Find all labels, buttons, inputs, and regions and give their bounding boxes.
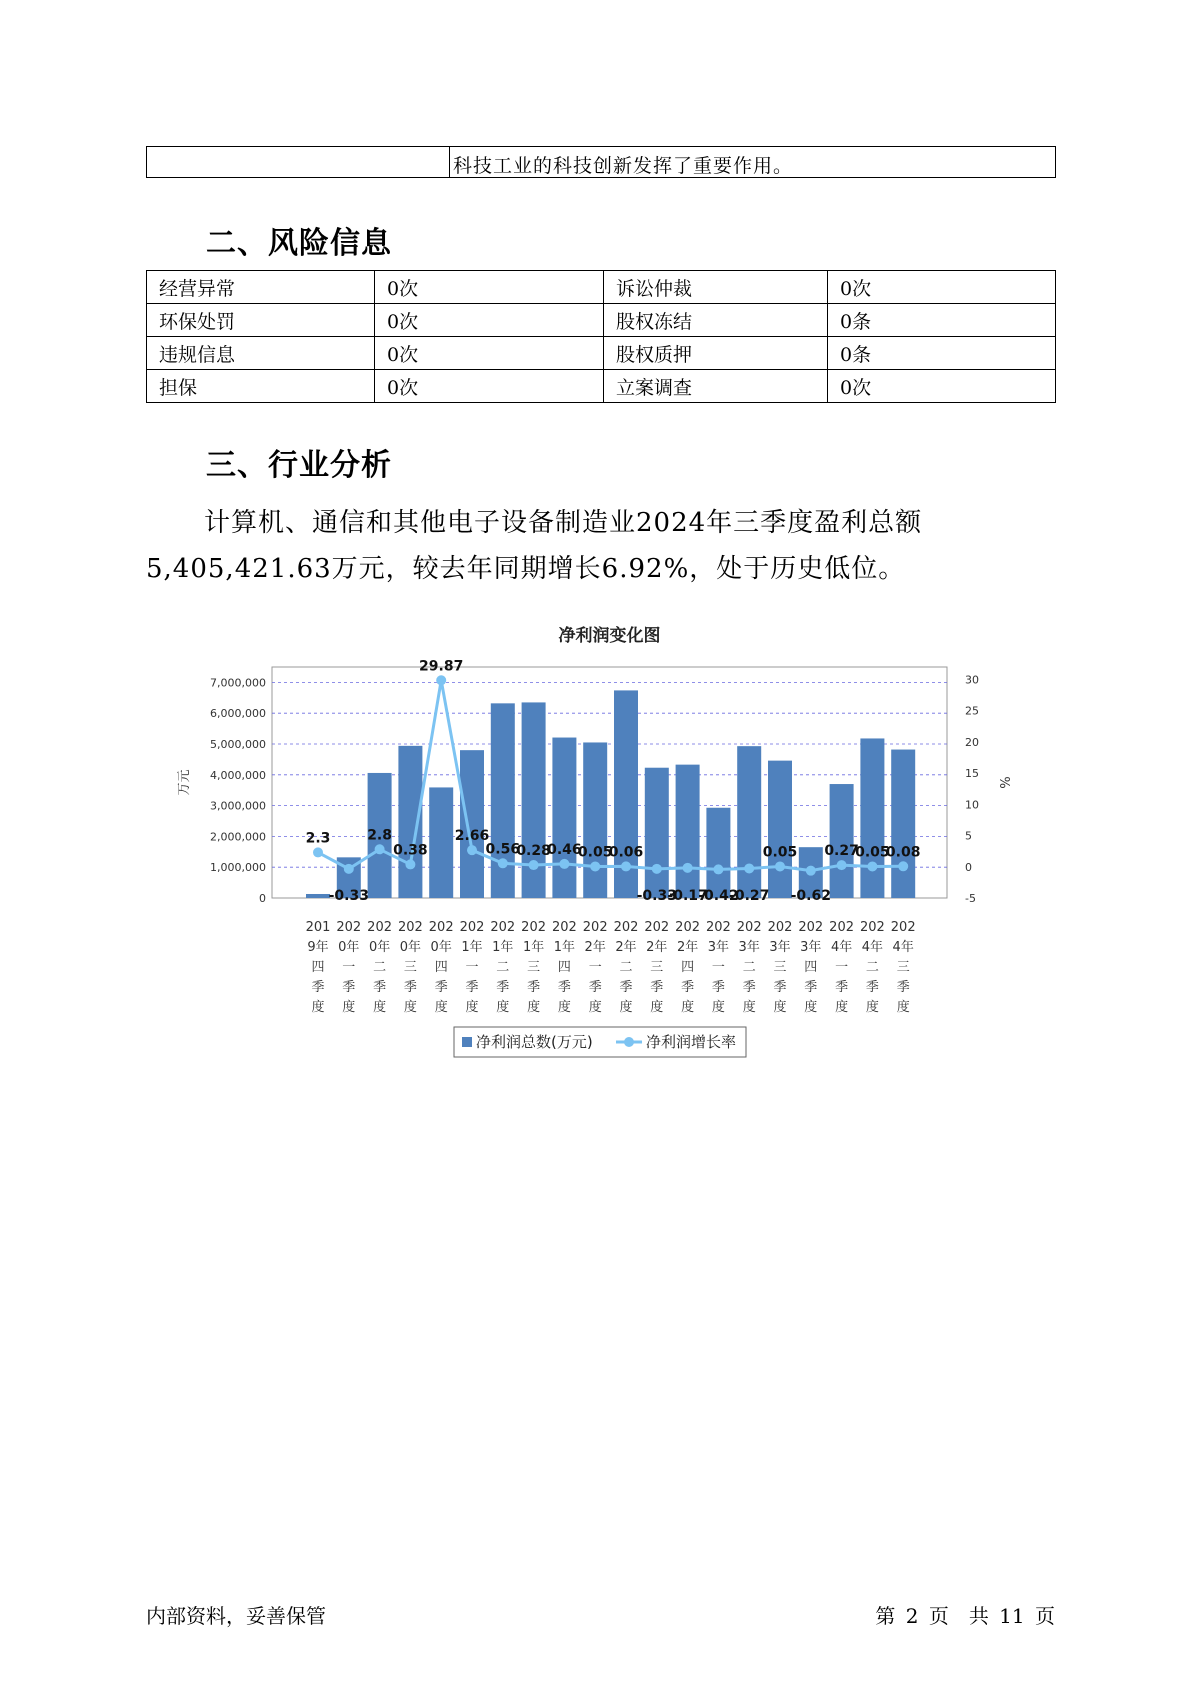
y-left-tick-label: 6,000,000 xyxy=(210,707,266,721)
growth-rate-label: 0.46 xyxy=(547,841,582,858)
y-right-tick-label: 20 xyxy=(965,735,979,749)
growth-rate-point xyxy=(467,845,477,855)
legend-bar-label: 净利润总数(万元) xyxy=(476,1033,593,1051)
growth-rate-point xyxy=(375,844,385,854)
bar xyxy=(429,787,453,898)
risk-item-value: 0次 xyxy=(375,370,604,403)
growth-rate-label: -0.62 xyxy=(790,888,831,904)
x-tick-label: 202 0年一季度 xyxy=(336,920,362,1015)
y-right-axis-label: % xyxy=(996,776,1011,789)
bar xyxy=(737,746,761,898)
growth-rate-label: 0.38 xyxy=(393,842,428,859)
y-right-tick-label: 15 xyxy=(965,767,979,781)
y-left-tick-label: 7,000,000 xyxy=(210,676,266,690)
y-left-tick-label: 3,000,000 xyxy=(210,799,266,813)
bar xyxy=(768,761,792,898)
risk-item-label: 股权质押 xyxy=(604,337,828,370)
bar xyxy=(676,765,700,898)
growth-rate-label: 0.05 xyxy=(762,844,798,861)
growth-rate-point xyxy=(313,847,323,857)
table-row xyxy=(147,271,1056,304)
x-tick-label: 202 3年三季度 xyxy=(767,920,793,1015)
y-left-axis-label: 万元 xyxy=(177,769,192,796)
risk-item-label: 违规信息 xyxy=(147,337,375,370)
growth-rate-point xyxy=(559,859,569,869)
risk-info-table xyxy=(146,270,1056,403)
x-tick-label: 202 2年二季度 xyxy=(613,920,639,1015)
risk-item-label: 诉讼仲裁 xyxy=(604,271,828,304)
x-tick-label: 202 2年一季度 xyxy=(582,920,608,1015)
table-cell-empty xyxy=(147,147,450,177)
industry-paragraph xyxy=(146,500,1061,592)
bar xyxy=(460,750,484,898)
growth-rate-label: 0.27 xyxy=(824,843,859,860)
growth-rate-label: 0.28 xyxy=(516,843,551,860)
y-right-tick-label: 5 xyxy=(965,829,972,843)
y-right-tick-label: 10 xyxy=(965,798,979,812)
growth-rate-point xyxy=(744,863,754,873)
risk-item-label: 环保处罚 xyxy=(147,304,375,337)
growth-rate-label: 0.08 xyxy=(885,844,921,861)
growth-rate-label: 0.06 xyxy=(608,844,644,861)
growth-rate-point xyxy=(713,864,723,874)
growth-rate-label: 2.8 xyxy=(367,827,393,844)
x-tick-label: 202 2年三季度 xyxy=(644,920,670,1015)
growth-rate-label: -0.42 xyxy=(698,888,739,904)
risk-item-value: 0条 xyxy=(828,337,1056,370)
growth-rate-label: 0.56 xyxy=(485,841,521,858)
footer-confidential-note: 内部资料，妥善保管 xyxy=(146,1604,326,1628)
section-title-industry: 三、行业分析 xyxy=(206,448,392,483)
growth-rate-label: 2.3 xyxy=(305,830,331,847)
growth-rate-label: 0.05 xyxy=(577,844,613,861)
bar xyxy=(860,738,884,898)
growth-rate-label: -0.27 xyxy=(729,888,770,904)
x-tick-label: 202 0年三季度 xyxy=(397,920,423,1015)
growth-rate-point xyxy=(590,861,600,871)
y-left-tick-label: 5,000,000 xyxy=(210,738,266,751)
bar xyxy=(583,742,607,898)
y-right-tick-label: 30 xyxy=(965,673,979,687)
x-tick-label: 202 4年一季度 xyxy=(829,920,855,1015)
risk-item-label: 担保 xyxy=(147,370,375,403)
y-left-tick-label: 1,000,000 xyxy=(210,861,266,875)
legend-line-label: 净利润增长率 xyxy=(646,1033,737,1051)
bar xyxy=(830,784,854,898)
x-tick-label: 202 3年四季度 xyxy=(798,920,824,1015)
risk-item-value: 0次 xyxy=(375,271,604,304)
risk-item-value: 0次 xyxy=(375,304,604,337)
bar xyxy=(891,750,915,898)
table-cell-text: 科技工业的科技创新发挥了重要作用。 xyxy=(453,155,794,177)
x-tick-label: 202 0年二季度 xyxy=(367,920,393,1015)
section-title-risk: 二、风险信息 xyxy=(206,226,392,261)
growth-rate-point xyxy=(652,864,662,874)
paragraph-line-1: 计算机、通信和其他电子设备制造业2024年三季度盈利总额 xyxy=(204,508,923,538)
growth-rate-point xyxy=(683,863,693,873)
growth-rate-point xyxy=(405,859,415,869)
legend-bar-swatch xyxy=(462,1037,472,1047)
x-tick-label: 202 1年二季度 xyxy=(490,920,516,1015)
growth-rate-label: 0.05 xyxy=(855,844,890,861)
growth-rate-label: -0.33 xyxy=(636,888,677,904)
footer-page-number: 第 2 页 共 11 页 xyxy=(875,1604,1055,1628)
x-tick-label: 202 3年二季度 xyxy=(736,920,762,1015)
bar xyxy=(645,768,669,898)
bar xyxy=(552,738,576,898)
risk-item-label: 经营异常 xyxy=(147,271,375,304)
growth-rate-point xyxy=(529,860,539,870)
growth-rate-point xyxy=(837,860,847,870)
risk-item-value: 0次 xyxy=(828,370,1056,403)
x-tick-label: 202 4年二季度 xyxy=(859,920,885,1015)
risk-item-value: 0条 xyxy=(828,304,1056,337)
risk-item-value: 0次 xyxy=(375,337,604,370)
bar xyxy=(706,808,730,898)
growth-rate-point xyxy=(806,866,816,876)
x-tick-label: 202 1年四季度 xyxy=(551,920,577,1015)
x-tick-label: 202 1年一季度 xyxy=(459,920,485,1015)
chart-svg xyxy=(150,615,1040,1075)
y-right-tick-label: 0 xyxy=(965,860,972,874)
x-tick-label: 201 9年四季度 xyxy=(305,920,331,1015)
net-profit-chart xyxy=(150,615,1040,1075)
risk-item-label: 股权冻结 xyxy=(604,304,828,337)
growth-rate-point xyxy=(867,861,877,871)
growth-rate-label: 29.87 xyxy=(419,658,464,675)
x-tick-label: 202 2年四季度 xyxy=(675,920,701,1015)
growth-rate-point xyxy=(498,858,508,868)
chart-title: 净利润变化图 xyxy=(558,626,661,646)
growth-rate-point xyxy=(898,861,908,871)
continued-table-row xyxy=(146,146,1056,178)
legend-line-marker xyxy=(624,1037,634,1047)
bar xyxy=(306,894,330,898)
x-tick-label: 202 0年四季度 xyxy=(428,920,454,1015)
bar xyxy=(491,703,515,898)
growth-rate-point xyxy=(775,861,785,871)
y-left-tick-label: 2,000,000 xyxy=(210,830,266,844)
paragraph-line-2: 5,405,421.63万元，较去年同期增长6.92%，处于历史低位。 xyxy=(146,554,906,584)
growth-rate-point xyxy=(344,864,354,874)
y-right-tick-label: 25 xyxy=(965,704,979,718)
growth-rate-point xyxy=(436,675,446,685)
table-row xyxy=(147,337,1056,370)
y-left-tick-label: 0 xyxy=(259,892,266,905)
growth-rate-point xyxy=(621,861,631,871)
y-left-tick-label: 4,000,000 xyxy=(210,768,266,782)
x-tick-label: 202 3年一季度 xyxy=(705,920,731,1015)
table-row xyxy=(147,304,1056,337)
x-tick-label: 202 1年三季度 xyxy=(521,920,547,1015)
x-tick-label: 202 4年三季度 xyxy=(890,920,916,1015)
risk-item-label: 立案调查 xyxy=(604,370,828,403)
table-row xyxy=(147,370,1056,403)
growth-rate-label: -0.33 xyxy=(328,888,369,904)
risk-item-value: 0次 xyxy=(828,271,1056,304)
y-right-tick-label: -5 xyxy=(965,892,976,905)
growth-rate-label: -0.17 xyxy=(667,888,708,904)
growth-rate-label: 2.66 xyxy=(454,828,490,845)
